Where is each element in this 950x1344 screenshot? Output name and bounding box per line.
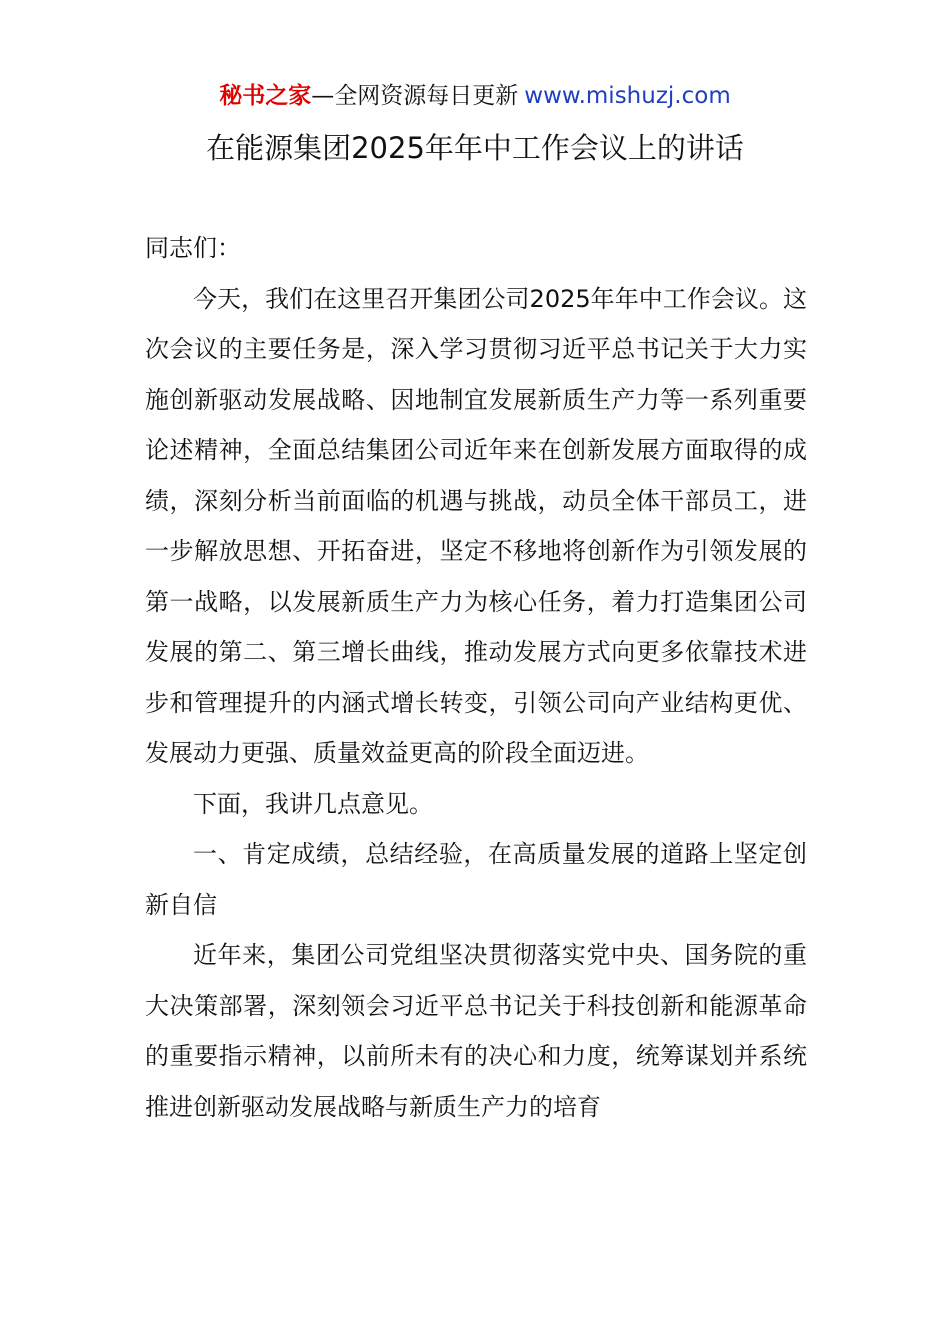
- site-url-link[interactable]: www.mishuzj.com: [524, 83, 731, 109]
- document-title: 在能源集团2025年年中工作会议上的讲话: [206, 131, 744, 165]
- paragraph-intro: 今天，我们在这里召开集团公司2025年年中工作会议。这次会议的主要任务是，深入学习贯彻习近平总书记关于大力实施创新驱动发展战略、因地制宜发展新质生产力等一系列重要论述精神，全面总结集团公司近年来在创新发展方面取得的成绩，深刻分析当前面临的机遇与挑战，动员全体干部员工，进一步解放思想、开拓奋进，坚定不移地将创新作为引领发展的第一战略，以发展新质生产力为核心任务，着力打造集团公司发展的第二、第三增长曲线，推动发展方式向更多依靠技术进步和管理提升的内涵式增长转变，引领公司向产业结构更优、发展动力更强、质量效益更高的阶段全面迈进。: [145, 284, 807, 767]
- paragraph-transition: 下面，我讲几点意见。: [193, 789, 433, 818]
- site-slogan: —全网资源每日更新: [311, 83, 519, 109]
- section-heading-1: 一、肯定成绩，总结经验，在高质量发展的道路上坚定创新自信: [145, 840, 807, 919]
- salutation: 同志们：: [145, 234, 241, 262]
- document-body: [145, 223, 807, 1132]
- brand-name: 秘书之家: [219, 83, 312, 109]
- paragraph-section-1: 近年来，集团公司党组坚决贯彻落实党中央、国务院的重大决策部署，深刻领会习近平总书记关于科技创新和能源革命的重要指示精神，以前所未有的决心和力度，统筹谋划并系统推进创新驱动发展战略与新质生产力的培育: [145, 941, 807, 1121]
- site-header: [0, 80, 950, 112]
